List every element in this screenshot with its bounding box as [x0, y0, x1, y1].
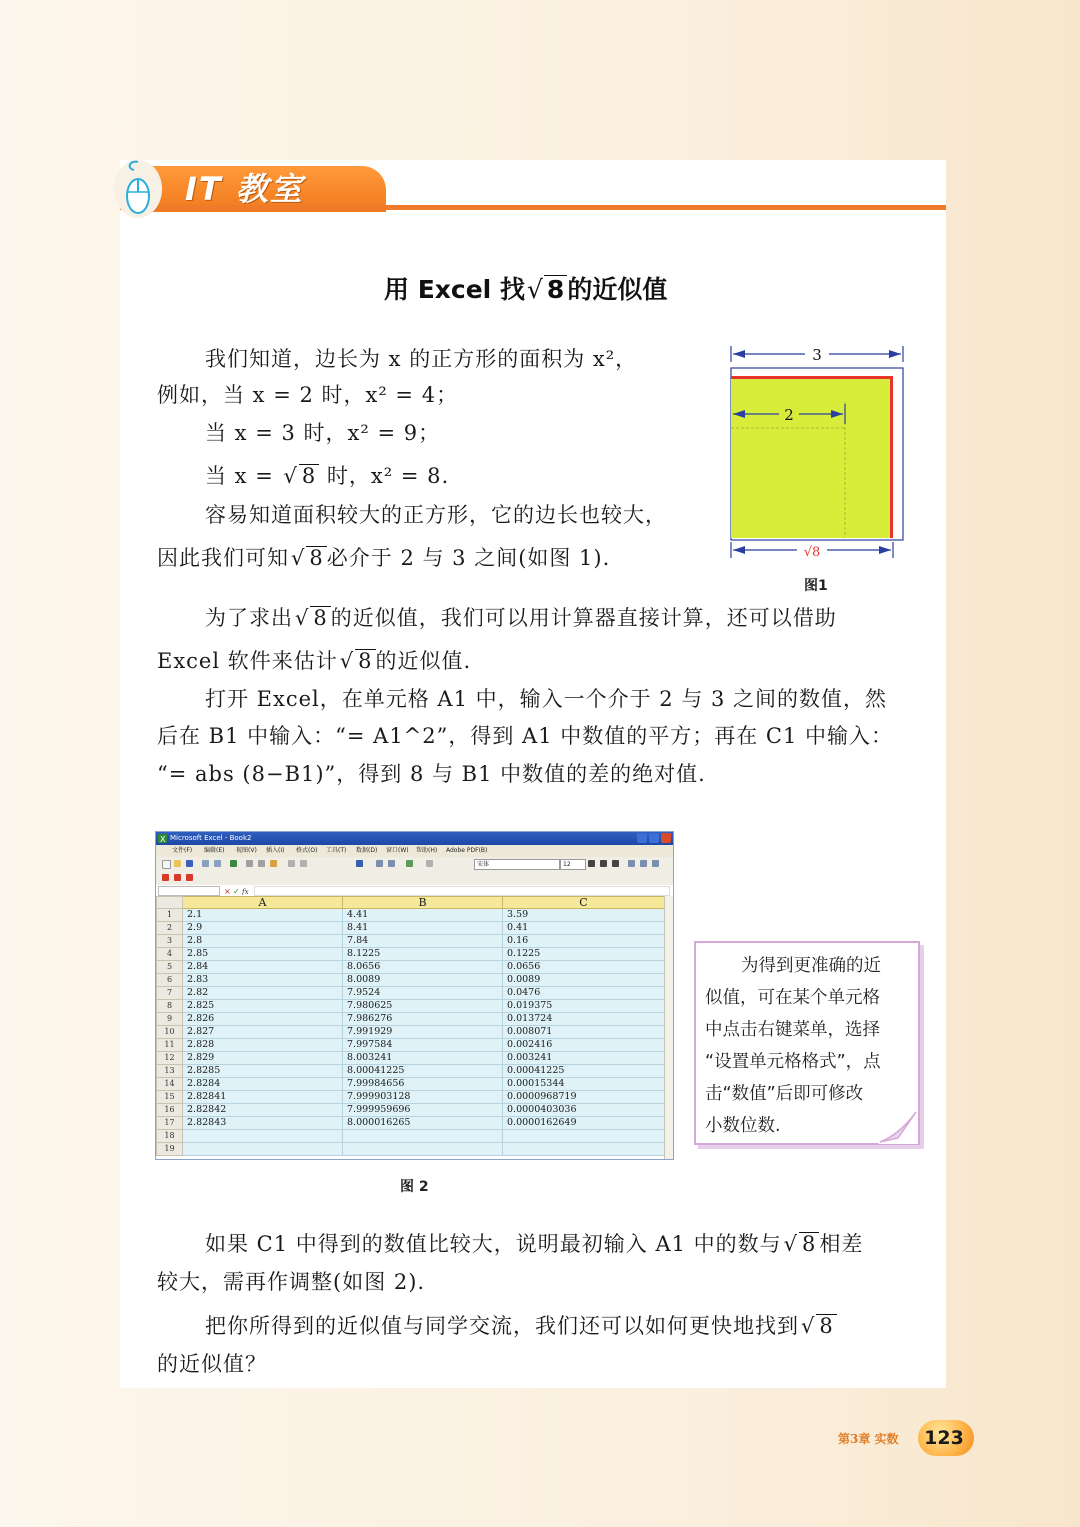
menu-window[interactable]: 窗口(W): [386, 847, 409, 854]
note-line-1: 为得到更准确的近: [741, 956, 881, 976]
column-header-a[interactable]: A: [183, 897, 343, 909]
figure-1-caption: 图1: [804, 578, 828, 594]
cell-a[interactable]: [183, 1143, 343, 1156]
row-number[interactable]: 17: [157, 1117, 183, 1130]
cell-c[interactable]: [503, 1143, 665, 1156]
cell-b[interactable]: 8.1225: [343, 948, 503, 961]
autosum-icon[interactable]: [356, 860, 363, 867]
cell-b[interactable]: 8.0089: [343, 974, 503, 987]
excel-pdf-toolbar: [156, 871, 673, 886]
row-number[interactable]: 19: [157, 1143, 183, 1156]
menu-help[interactable]: 帮助(H): [416, 847, 438, 854]
cell-a[interactable]: 2.9: [183, 922, 343, 935]
table-row: [157, 1130, 665, 1143]
intro-line-4: [205, 457, 449, 495]
row-number[interactable]: 13: [157, 1065, 183, 1078]
name-box[interactable]: [158, 886, 220, 896]
cell-a[interactable]: 2.827: [183, 1026, 343, 1039]
cell-b[interactable]: 8.41: [343, 922, 503, 935]
align-center-icon[interactable]: [640, 860, 647, 867]
para2-line-1-suffix: 的近似值，我们可以用计算器直接计算，还可以借助: [330, 606, 837, 630]
svg-text:X: X: [160, 835, 166, 843]
menu-format[interactable]: 格式(O): [296, 847, 318, 854]
row-number[interactable]: 6: [157, 974, 183, 987]
para2-radicand-2: 8: [355, 649, 375, 672]
cell-b[interactable]: [343, 1130, 503, 1143]
title-suffix: 的近似值: [567, 275, 668, 304]
underline-icon[interactable]: [612, 860, 619, 867]
section-title: IT 教室: [185, 170, 304, 208]
para4-sqrt: √ 8: [782, 1225, 820, 1263]
para3-line-1: 打开 Excel，在单元格 A1 中，输入一个介于 2 与 3 之间的数值，然: [205, 687, 888, 711]
italic-icon[interactable]: [600, 860, 607, 867]
row-number[interactable]: 10: [157, 1026, 183, 1039]
table-row: [157, 1104, 665, 1117]
row-number[interactable]: 9: [157, 1013, 183, 1026]
table-row: [157, 1065, 665, 1078]
row-number[interactable]: 12: [157, 1052, 183, 1065]
table-row: [157, 948, 665, 961]
print-icon[interactable]: [202, 860, 209, 867]
cell-a[interactable]: 2.8285: [183, 1065, 343, 1078]
para2-line-1: [205, 599, 837, 637]
para5-line-2: 的近似值？: [157, 1352, 267, 1376]
cell-a[interactable]: 2.826: [183, 1013, 343, 1026]
para2-line-2: [157, 642, 471, 680]
cell-c[interactable]: 0.003241: [503, 1052, 665, 1065]
menu-data[interactable]: 数据(D): [356, 847, 378, 854]
row-number[interactable]: 7: [157, 987, 183, 1000]
intro-line-4-prefix: 当 x =: [205, 464, 282, 488]
table-row: [157, 1000, 665, 1013]
chart-wizard-icon[interactable]: [406, 860, 413, 867]
title-sqrt: √ 8: [525, 268, 567, 312]
redo-icon[interactable]: [300, 860, 307, 867]
cut-icon[interactable]: [246, 860, 253, 867]
formula-input[interactable]: [254, 886, 670, 896]
font-name-select[interactable]: 宋体: [474, 859, 560, 870]
para5-line-1-prefix: 把你所得到的近似值与同学交流，我们还可以如何更快地找到: [205, 1314, 799, 1338]
title-radicand: 8: [544, 275, 567, 304]
cell-c[interactable]: 0.0089: [503, 974, 665, 987]
fig1-label-inner: 2: [784, 406, 794, 424]
formula-buttons: [222, 886, 252, 895]
cell-c[interactable]: 0.1225: [503, 948, 665, 961]
para2-line-1-prefix: 为了求出: [205, 606, 293, 630]
cell-a[interactable]: 2.84: [183, 961, 343, 974]
menu-adobe-pdf[interactable]: Adobe PDF(B): [446, 847, 488, 854]
cell-c[interactable]: 0.0000162649: [503, 1117, 665, 1130]
close-button[interactable]: [661, 833, 671, 843]
cell-b[interactable]: 7.99984656: [343, 1078, 503, 1091]
table-row: [157, 935, 665, 948]
para2-sqrt-2: √ 8: [338, 642, 376, 680]
para2-radicand-1: 8: [310, 606, 330, 629]
cell-a[interactable]: 2.825: [183, 1000, 343, 1013]
table-row: [157, 987, 665, 1000]
column-header-b[interactable]: B: [343, 897, 503, 909]
intro-sqrt-2: √ 8: [289, 539, 327, 577]
excel-app-icon: [158, 834, 167, 843]
sort-ascending-icon[interactable]: [376, 860, 383, 867]
maximize-button[interactable]: [649, 833, 659, 843]
vertical-scrollbar[interactable]: [664, 896, 674, 1159]
cell-c[interactable]: 0.002416: [503, 1039, 665, 1052]
cell-a[interactable]: 2.82841: [183, 1091, 343, 1104]
cell-c[interactable]: 0.008071: [503, 1026, 665, 1039]
new-icon[interactable]: [162, 860, 171, 869]
para4-radicand: 8: [799, 1232, 819, 1255]
font-size-select[interactable]: 12: [560, 859, 586, 870]
cell-b[interactable]: 7.84: [343, 935, 503, 948]
figure-1-squares: [725, 340, 910, 560]
cell-b[interactable]: 7.980625: [343, 1000, 503, 1013]
cell-b[interactable]: 8.000016265: [343, 1117, 503, 1130]
row-number[interactable]: 14: [157, 1078, 183, 1091]
cancel-icon[interactable]: ×: [224, 887, 231, 895]
cell-b[interactable]: 8.003241: [343, 1052, 503, 1065]
table-row: [157, 1026, 665, 1039]
align-left-icon[interactable]: [628, 860, 635, 867]
menu-view[interactable]: 视图(V): [236, 847, 257, 854]
pdf-convert-icon[interactable]: [162, 874, 169, 881]
note-line-4: “设置单元格格式”，点: [705, 1052, 881, 1072]
cell-c[interactable]: 0.019375: [503, 1000, 665, 1013]
menu-tools[interactable]: 工具(T): [326, 847, 347, 854]
cell-a[interactable]: 2.829: [183, 1052, 343, 1065]
menu-file[interactable]: 文件(F): [172, 847, 193, 854]
select-all-corner[interactable]: [157, 897, 183, 909]
row-number[interactable]: 4: [157, 948, 183, 961]
cell-c[interactable]: 0.0656: [503, 961, 665, 974]
copy-icon[interactable]: [258, 860, 265, 867]
para5-sqrt: √ 8: [799, 1307, 837, 1345]
row-number[interactable]: 3: [157, 935, 183, 948]
pdf-email-icon[interactable]: [174, 874, 181, 881]
note-line-2: 似值，可在某个单元格: [705, 988, 880, 1008]
excel-standard-toolbar: [156, 857, 673, 872]
row-number[interactable]: 8: [157, 1000, 183, 1013]
table-row: [157, 1078, 665, 1091]
cell-a[interactable]: 2.82842: [183, 1104, 343, 1117]
figure-2-caption: 图 2: [400, 1179, 429, 1195]
row-number[interactable]: 11: [157, 1039, 183, 1052]
fig1-label-bottom: √8: [803, 545, 821, 560]
cell-a[interactable]: 2.8: [183, 935, 343, 948]
intro-line-1: 我们知道，边长为 x 的正方形的面积为 x²，: [205, 347, 638, 371]
title-prefix: 用 Excel 找: [384, 275, 525, 304]
fig1-label-top: 3: [812, 346, 822, 364]
row-number[interactable]: 18: [157, 1130, 183, 1143]
table-row: [157, 1052, 665, 1065]
para3-line-2: 后在 B1 中输入：“= A1^2”，得到 A1 中数值的平方；再在 C1 中输入：: [157, 724, 894, 748]
page-title: [384, 268, 667, 312]
cell-c[interactable]: 0.16: [503, 935, 665, 948]
spelling-icon[interactable]: [230, 860, 237, 867]
table-row: [157, 909, 665, 922]
chapter-label: 第3章 实数: [838, 1432, 899, 1446]
row-number[interactable]: 16: [157, 1104, 183, 1117]
table-row: [157, 1091, 665, 1104]
cell-c[interactable]: [503, 1130, 665, 1143]
cell-b[interactable]: 7.997584: [343, 1039, 503, 1052]
excel-screenshot: [155, 831, 674, 1160]
intro-line-2: 例如，当 x = 2 时，x² = 4；: [157, 383, 459, 407]
excel-titlebar: [156, 832, 673, 845]
note-line-6: 小数位数.: [705, 1116, 781, 1136]
align-right-icon[interactable]: [652, 860, 659, 867]
cell-b[interactable]: 7.991929: [343, 1026, 503, 1039]
row-number[interactable]: 2: [157, 922, 183, 935]
intro-line-6-suffix: 必介于 2 与 3 之间(如图 1).: [326, 546, 611, 570]
para4-line-1-prefix: 如果 C1 中得到的数值比较大，说明最初输入 A1 中的数与: [205, 1232, 782, 1256]
cell-a[interactable]: 2.1: [183, 909, 343, 922]
save-icon[interactable]: [186, 860, 193, 867]
row-number[interactable]: 5: [157, 961, 183, 974]
cell-b[interactable]: 7.999903128: [343, 1091, 503, 1104]
cell-b[interactable]: 8.0656: [343, 961, 503, 974]
column-header-c[interactable]: C: [503, 897, 665, 909]
page-number: 123: [924, 1427, 964, 1449]
sort-descending-icon[interactable]: [388, 860, 395, 867]
cell-c[interactable]: 0.0000968719: [503, 1091, 665, 1104]
cell-a[interactable]: 2.828: [183, 1039, 343, 1052]
cell-a[interactable]: 2.82843: [183, 1117, 343, 1130]
para2-line-2-prefix: Excel 软件来估计: [157, 649, 338, 673]
cell-c[interactable]: 3.59: [503, 909, 665, 922]
table-row: [157, 974, 665, 987]
table-row: [157, 961, 665, 974]
computer-mouse-icon: [116, 158, 164, 218]
tip-note-text: [705, 950, 910, 1142]
table-row: [157, 1039, 665, 1052]
cell-b[interactable]: [343, 1143, 503, 1156]
cell-c[interactable]: 0.0476: [503, 987, 665, 1000]
undo-icon[interactable]: [288, 860, 295, 867]
table-row: [157, 1143, 665, 1156]
cell-a[interactable]: 2.82: [183, 987, 343, 1000]
enter-icon[interactable]: ✓: [233, 887, 240, 895]
intro-sqrt-1: √ 8: [281, 457, 319, 495]
bold-icon[interactable]: [588, 860, 595, 867]
para4-line-1-suffix: 相差: [819, 1232, 864, 1256]
intro-line-5: 容易知道面积较大的正方形，它的边长也较大，: [205, 503, 667, 527]
para4-line-2: 较大，需再作调整(如图 2).: [157, 1270, 426, 1294]
para5-line-1: [205, 1307, 837, 1345]
cell-b[interactable]: 7.999959696: [343, 1104, 503, 1117]
spreadsheet-grid: [156, 896, 665, 1156]
para2-sqrt-1: √ 8: [293, 599, 331, 637]
cell-b[interactable]: 7.9524: [343, 987, 503, 1000]
cell-b[interactable]: 8.00041225: [343, 1065, 503, 1078]
intro-line-6: [157, 539, 610, 577]
intro-radicand-2: 8: [306, 546, 326, 569]
minimize-button[interactable]: [637, 833, 647, 843]
cell-b[interactable]: 7.986276: [343, 1013, 503, 1026]
table-row: [157, 1117, 665, 1130]
cell-c[interactable]: 0.00015344: [503, 1078, 665, 1091]
intro-line-3: 当 x = 3 时，x² = 9；: [205, 421, 441, 445]
row-number[interactable]: 15: [157, 1091, 183, 1104]
note-line-5: 击“数值”后即可修改: [705, 1084, 864, 1104]
row-number[interactable]: 1: [157, 909, 183, 922]
open-icon[interactable]: [174, 860, 181, 867]
cell-a[interactable]: 2.8284: [183, 1078, 343, 1091]
cell-a[interactable]: 2.85: [183, 948, 343, 961]
cell-c[interactable]: 0.41: [503, 922, 665, 935]
pdf-review-icon[interactable]: [186, 874, 193, 881]
excel-window-title: Microsoft Excel - Book2: [170, 834, 252, 842]
zoom-icon[interactable]: [426, 860, 433, 867]
table-row: [157, 922, 665, 935]
para2-line-2-suffix: 的近似值.: [375, 649, 472, 673]
paste-icon[interactable]: [270, 860, 277, 867]
insert-function-icon[interactable]: fx: [242, 888, 249, 895]
intro-line-4-suffix: 时，x² = 8.: [319, 464, 450, 488]
menu-insert[interactable]: 插入(I): [266, 847, 285, 854]
menu-edit[interactable]: 编辑(E): [204, 847, 225, 854]
preview-icon[interactable]: [214, 860, 221, 867]
cell-a[interactable]: 2.83: [183, 974, 343, 987]
para4-line-1: [205, 1225, 863, 1263]
intro-line-6-prefix: 因此我们可知: [157, 546, 289, 570]
cell-b[interactable]: 4.41: [343, 909, 503, 922]
table-row: [157, 1013, 665, 1026]
column-header-row: [157, 897, 665, 909]
intro-radicand-1: 8: [299, 464, 319, 487]
cell-c[interactable]: 0.0000403036: [503, 1104, 665, 1117]
note-line-3: 中点击右键菜单，选择: [705, 1020, 880, 1040]
inner-square-fill: [731, 379, 890, 538]
cell-c[interactable]: 0.013724: [503, 1013, 665, 1026]
para3-line-3: “= abs (8−B1)”，得到 8 与 B1 中数值的差的绝对值.: [157, 762, 706, 786]
para5-radicand: 8: [816, 1314, 836, 1337]
cell-a[interactable]: [183, 1130, 343, 1143]
cell-c[interactable]: 0.00041225: [503, 1065, 665, 1078]
